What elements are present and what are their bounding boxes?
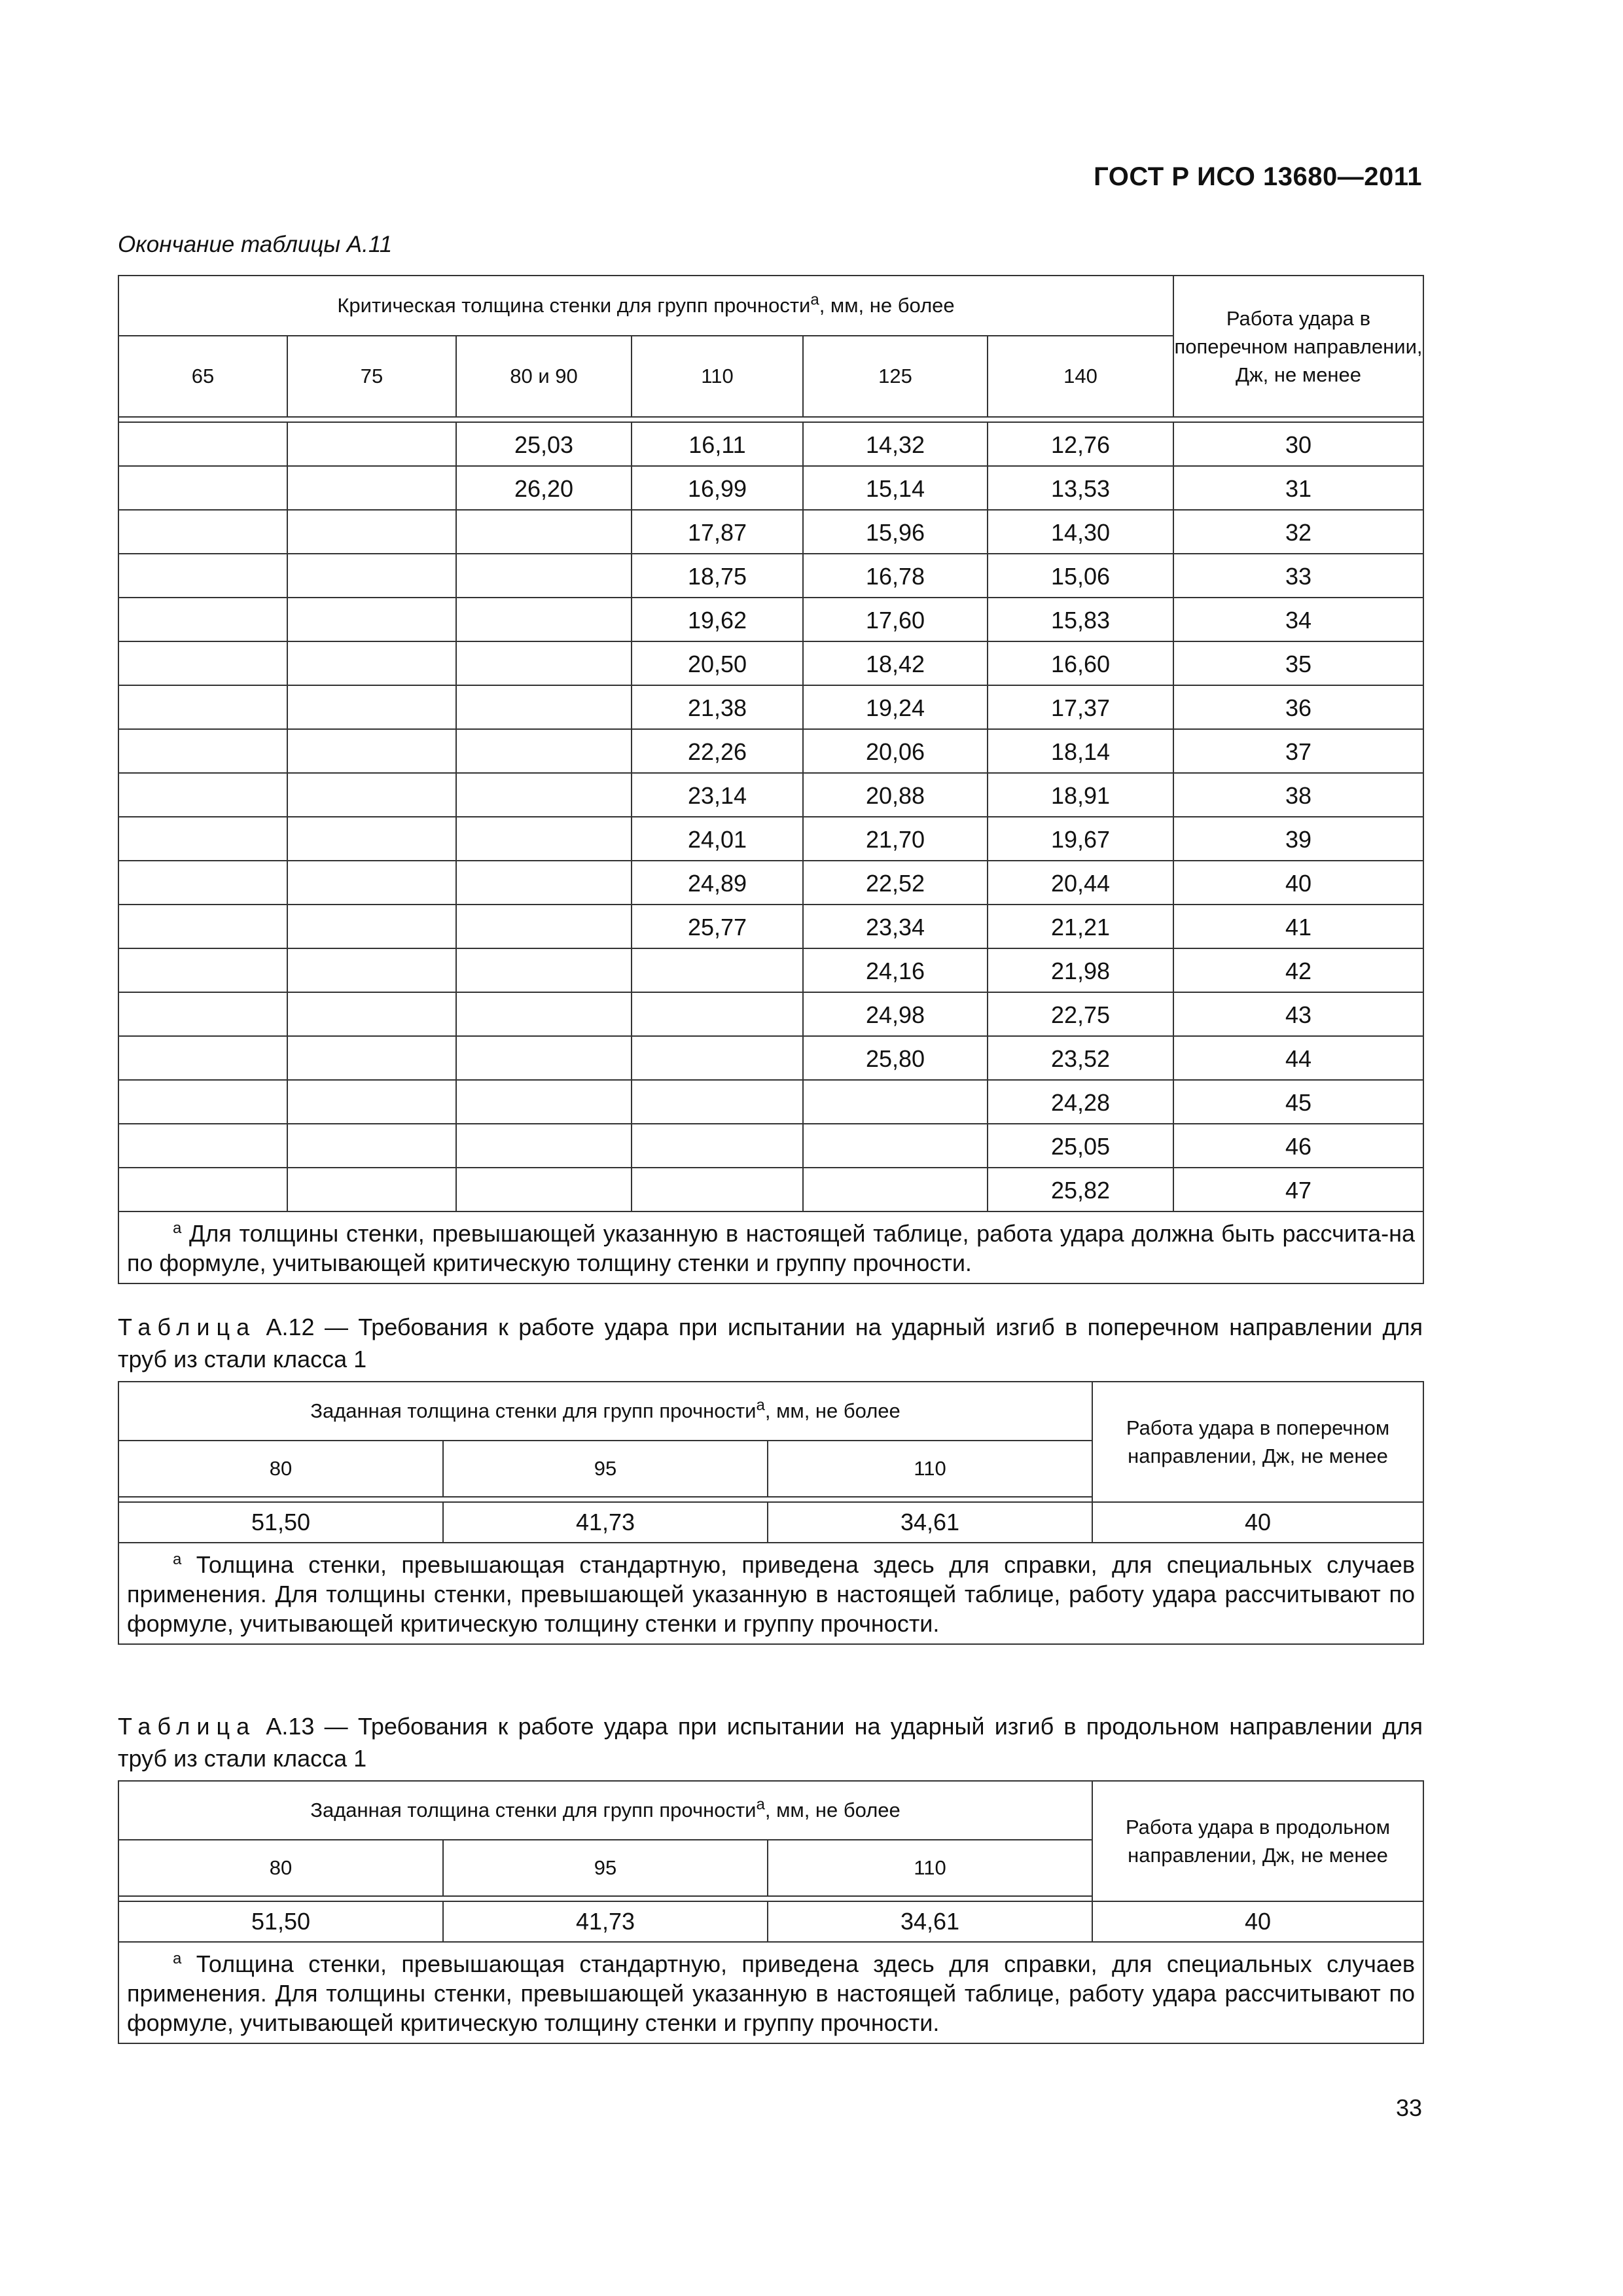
table-a11-body [118, 422, 1423, 1211]
table-cell: 33 [1173, 554, 1423, 598]
table-cell: 16,99 [632, 466, 803, 510]
column-header: 140 [988, 336, 1173, 417]
document-title: ГОСТ Р ИСО 13680—2011 [1094, 162, 1422, 191]
table-cell [118, 1080, 287, 1124]
table-cell: 40 [1092, 1502, 1423, 1543]
column-header: 110 [768, 1441, 1092, 1497]
table-cell [118, 992, 287, 1036]
table-cell [287, 948, 456, 992]
table-cell [803, 1168, 988, 1211]
table-cell: 39 [1173, 817, 1423, 861]
table-cell [287, 466, 456, 510]
table-a13 [118, 1780, 1424, 2044]
table-cell [456, 598, 632, 641]
table-cell [456, 1168, 632, 1211]
table-cell [456, 1124, 632, 1168]
table-cell [118, 905, 287, 948]
table-cell: 20,44 [988, 861, 1173, 905]
table-row [118, 510, 1423, 554]
table-cell: 38 [1173, 773, 1423, 817]
table-cell: 41 [1173, 905, 1423, 948]
table-cell [118, 773, 287, 817]
table-a11 [118, 275, 1424, 1284]
table-a12-footnote: $^а$ Толщина стенки, превышающая стандартную, приведена здесь для справки, для специальных случаев применения. Для толщины стенки, превышающей указанную в настоящей таблице, работу удара рассчитывают по формуле, учитывающей критическую толщину стенки и группу прочности. [118, 1543, 1423, 1644]
table-cell [118, 861, 287, 905]
table-cell [118, 466, 287, 510]
table-cell [118, 1168, 287, 1211]
column-header: 75 [287, 336, 456, 417]
table-cell [118, 948, 287, 992]
table-cell [287, 729, 456, 773]
table-cell: 18,91 [988, 773, 1173, 817]
table-row [118, 1168, 1423, 1211]
table-cell [456, 641, 632, 685]
table-cell [287, 1124, 456, 1168]
table-row [118, 1124, 1423, 1168]
table-cell: 45 [1173, 1080, 1423, 1124]
table-a12-caption: Таблица А.12 — Требования к работе удара при испытании на ударный изгиб в поперечном направлении для труб из стали класса 1 [118, 1314, 1423, 1372]
table-cell: 36 [1173, 685, 1423, 729]
table-cell: 19,67 [988, 817, 1173, 861]
table-cell [632, 948, 803, 992]
page-number: 33 [1395, 2094, 1422, 2121]
column-header: 110 [632, 336, 803, 417]
table-cell [456, 1080, 632, 1124]
table-cell: 23,34 [803, 905, 988, 948]
table-cell: 40 [1092, 1901, 1423, 1942]
table-cell: 51,50 [118, 1502, 443, 1543]
table-row [118, 905, 1423, 948]
column-header: 110 [768, 1840, 1092, 1896]
table-a13-group-header: Заданная толщина стенки для групп прочности$^а$, мм, не более [118, 1781, 1092, 1840]
table-cell: 25,03 [456, 422, 632, 466]
table-cell: 30 [1173, 422, 1423, 466]
table-a11-impact-header: Работа удара в поперечном направлении, Дж, не менее [1173, 276, 1423, 417]
table-cell [118, 554, 287, 598]
table-cell: 23,14 [632, 773, 803, 817]
table-cell: 24,98 [803, 992, 988, 1036]
table-cell [287, 905, 456, 948]
table-row [118, 598, 1423, 641]
table-cell [456, 861, 632, 905]
table-cell [118, 422, 287, 466]
table-cell [632, 1036, 803, 1080]
table-cell: 43 [1173, 992, 1423, 1036]
table-a12-group-header: Заданная толщина стенки для групп прочности$^а$, мм, не более [118, 1382, 1092, 1441]
table-cell [456, 992, 632, 1036]
table-cell: 22,26 [632, 729, 803, 773]
table-cell [803, 1124, 988, 1168]
table-cell [287, 685, 456, 729]
table-cell: 34,61 [768, 1901, 1092, 1942]
table-cell [456, 554, 632, 598]
table-a11-continuation-title: Окончание таблицы А.11 [118, 232, 393, 257]
table-cell: 15,96 [803, 510, 988, 554]
table-cell: 24,01 [632, 817, 803, 861]
table-cell: 17,87 [632, 510, 803, 554]
table-cell: 20,06 [803, 729, 988, 773]
table-cell [118, 1036, 287, 1080]
table-cell [287, 992, 456, 1036]
table-cell [456, 817, 632, 861]
table-cell: 24,89 [632, 861, 803, 905]
table-cell: 17,37 [988, 685, 1173, 729]
table-cell: 37 [1173, 729, 1423, 773]
table-a11-footnote: $^а$ Для толщины стенки, превышающей указанную в настоящей таблице, работа удара должна быть рассчита-на по формуле, учитывающей критическую толщину стенки и группу прочности. [118, 1211, 1423, 1283]
table-cell: 16,78 [803, 554, 988, 598]
table-cell: 25,77 [632, 905, 803, 948]
table-cell: 46 [1173, 1124, 1423, 1168]
table-row [118, 1036, 1423, 1080]
header-separator [118, 1497, 1092, 1502]
table-a12-impact-header: Работа удара в поперечном направлении, Дж, не менее [1092, 1382, 1423, 1502]
table-cell: 18,75 [632, 554, 803, 598]
table-cell [287, 861, 456, 905]
table-cell [118, 1124, 287, 1168]
table-cell [632, 1080, 803, 1124]
table-cell [118, 729, 287, 773]
table-row [118, 861, 1423, 905]
table-cell: 14,32 [803, 422, 988, 466]
table-cell [118, 685, 287, 729]
table-row [118, 948, 1423, 992]
table-row [118, 773, 1423, 817]
table-cell: 34,61 [768, 1502, 1092, 1543]
table-cell [118, 510, 287, 554]
table-cell [287, 598, 456, 641]
table-cell [456, 773, 632, 817]
table-cell: 40 [1173, 861, 1423, 905]
table-cell: 21,70 [803, 817, 988, 861]
table-a12 [118, 1381, 1424, 1645]
table-cell: 21,21 [988, 905, 1173, 948]
table-cell [632, 1124, 803, 1168]
table-cell: 22,52 [803, 861, 988, 905]
table-cell [118, 817, 287, 861]
table-cell: 42 [1173, 948, 1423, 992]
column-header: 125 [803, 336, 988, 417]
table-cell: 18,14 [988, 729, 1173, 773]
table-row [118, 992, 1423, 1036]
table-cell: 13,53 [988, 466, 1173, 510]
table-row [118, 641, 1423, 685]
table-cell: 24,16 [803, 948, 988, 992]
table-cell: 34 [1173, 598, 1423, 641]
table-cell: 47 [1173, 1168, 1423, 1211]
table-row [118, 685, 1423, 729]
column-header: 80 и 90 [456, 336, 632, 417]
table-cell [287, 1036, 456, 1080]
table-cell [287, 1168, 456, 1211]
table-cell: 23,52 [988, 1036, 1173, 1080]
table-a13-footnote: $^а$ Толщина стенки, превышающая стандартную, приведена здесь для справки, для специальных случаев применения. Для толщины стенки, превышающей указанную в настоящей таблице, работу удара рассчитывают по формуле, учитывающей критическую толщину стенки и группу прочности. [118, 1942, 1423, 2043]
table-cell [456, 685, 632, 729]
table-cell [287, 422, 456, 466]
table-cell [287, 554, 456, 598]
table-cell [287, 1080, 456, 1124]
table-cell: 26,20 [456, 466, 632, 510]
table-cell [456, 1036, 632, 1080]
table-row [118, 422, 1423, 466]
header-separator [118, 1896, 1092, 1901]
table-cell: 15,83 [988, 598, 1173, 641]
table-row [118, 554, 1423, 598]
table-a13-impact-header: Работа удара в продольном направлении, Дж, не менее [1092, 1781, 1423, 1901]
table-cell: 14,30 [988, 510, 1173, 554]
column-header: 95 [443, 1441, 768, 1497]
table-cell [632, 1168, 803, 1211]
table-cell [803, 1080, 988, 1124]
table-row [118, 466, 1423, 510]
table-cell [456, 510, 632, 554]
table-cell: 51,50 [118, 1901, 443, 1942]
table-cell: 18,42 [803, 641, 988, 685]
table-cell [287, 817, 456, 861]
header-separator [118, 417, 1423, 422]
table-cell: 25,80 [803, 1036, 988, 1080]
table-cell: 19,24 [803, 685, 988, 729]
table-cell: 19,62 [632, 598, 803, 641]
table-cell: 15,14 [803, 466, 988, 510]
table-cell [287, 641, 456, 685]
table-cell [118, 598, 287, 641]
table-cell: 16,60 [988, 641, 1173, 685]
table-cell: 20,88 [803, 773, 988, 817]
table-cell [632, 992, 803, 1036]
table-cell: 22,75 [988, 992, 1173, 1036]
table-cell: 12,76 [988, 422, 1173, 466]
table-a13-caption: Таблица А.13 — Требования к работе удара при испытании на ударный изгиб в продольном направлении для труб из стали класса 1 [118, 1713, 1423, 1772]
table-cell: 17,60 [803, 598, 988, 641]
table-a11-group-header: Критическая толщина стенки для групп прочности$^а$, мм, не более [118, 276, 1173, 336]
table-cell: 44 [1173, 1036, 1423, 1080]
table-cell: 24,28 [988, 1080, 1173, 1124]
table-row [118, 817, 1423, 861]
table-cell: 41,73 [443, 1901, 768, 1942]
table-cell: 41,73 [443, 1502, 768, 1543]
table-cell: 15,06 [988, 554, 1173, 598]
table-cell: 25,05 [988, 1124, 1173, 1168]
table-cell: 35 [1173, 641, 1423, 685]
table-cell [118, 641, 287, 685]
table-cell: 25,82 [988, 1168, 1173, 1211]
table-cell: 20,50 [632, 641, 803, 685]
table-cell [456, 729, 632, 773]
table-cell [456, 905, 632, 948]
table-cell [287, 510, 456, 554]
table-cell: 32 [1173, 510, 1423, 554]
table-cell: 31 [1173, 466, 1423, 510]
table-cell [456, 948, 632, 992]
table-cell: 21,98 [988, 948, 1173, 992]
table-row [118, 1080, 1423, 1124]
column-header: 65 [118, 336, 287, 417]
table-row [118, 729, 1423, 773]
column-header: 80 [118, 1840, 443, 1896]
table-cell [287, 773, 456, 817]
table-cell: 21,38 [632, 685, 803, 729]
column-header: 80 [118, 1441, 443, 1497]
column-header: 95 [443, 1840, 768, 1896]
table-cell: 16,11 [632, 422, 803, 466]
